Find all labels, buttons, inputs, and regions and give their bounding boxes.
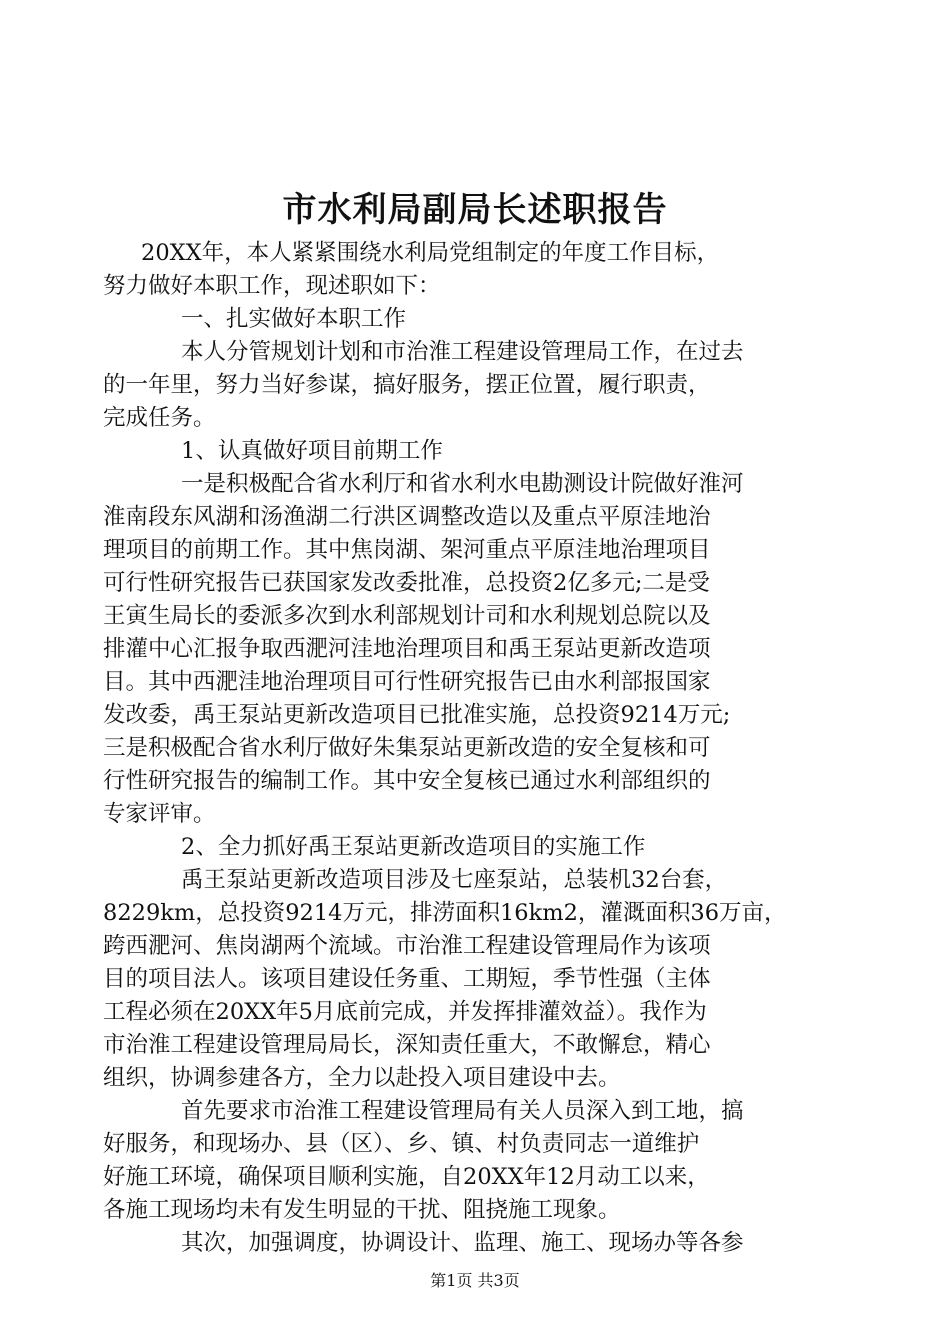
document-title: 市水利局副局长述职报告 <box>282 190 668 230</box>
body-line-text: 好服务，和现场办、县（区）、乡、镇、村负责同志一道维护 <box>103 1131 700 1157</box>
body-line-text: 专家评审。 <box>103 801 216 827</box>
body-line-text: 各施工现场均未有发生明显的干扰、阻挠施工现象。 <box>103 1197 621 1223</box>
body-line <box>0 732 950 765</box>
body-line <box>0 402 950 435</box>
body-line <box>0 1194 950 1227</box>
body-line-text: 一、扎实做好本职工作 <box>181 306 407 332</box>
body-line-text: 发改委，禹王泵站更新改造项目已批准实施，总投资9214万元; <box>103 702 731 728</box>
body-line <box>0 369 950 402</box>
body-line-text: 首先要求市治淮工程建设管理局有关人员深入到工地，搞 <box>181 1098 744 1124</box>
body-line <box>0 831 950 864</box>
body-line-text: 20XX年，本人紧紧围绕水利局党组制定的年度工作目标， <box>141 240 720 266</box>
body-line <box>0 435 950 468</box>
body-line <box>0 633 950 666</box>
body-line <box>0 270 950 303</box>
body-line <box>0 336 950 369</box>
body-line-text: 其次，加强调度，协调设计、监理、施工、现场办等各参 <box>181 1230 744 1256</box>
body-line-text: 市治淮工程建设管理局局长，深知责任重大，不敢懈怠，精心 <box>103 1032 711 1058</box>
body-line-text: 1、认真做好项目前期工作 <box>181 438 443 464</box>
body-line-text: 完成任务。 <box>103 405 216 431</box>
body-line <box>0 1029 950 1062</box>
body-line <box>0 1227 950 1260</box>
body-line-text: 组织，协调参建各方，全力以赴投入项目建设中去。 <box>103 1065 621 1091</box>
body-line-text: 工程必须在20XX年5月底前完成，并发挥排灌效益）。我作为 <box>103 999 707 1025</box>
body-line-text: 可行性研究报告已获国家发改委批准，总投资2亿多元;二是受 <box>103 570 710 596</box>
body-line <box>0 303 950 336</box>
body-line <box>0 1062 950 1095</box>
body-line <box>0 864 950 897</box>
body-line <box>0 963 950 996</box>
body-line-text: 王寅生局长的委派多次到水利部规划计司和水利规划总院以及 <box>103 603 711 629</box>
body-line-text: 理项目的前期工作。其中焦岗湖、架河重点平原洼地治理项目 <box>103 537 711 563</box>
body-line <box>0 996 950 1029</box>
body-line-text: 跨西淝河、焦岗湖两个流域。市治淮工程建设管理局作为该项 <box>103 933 711 959</box>
body-line <box>0 1128 950 1161</box>
body-line <box>0 1161 950 1194</box>
page-footer: 第1页 共3页 <box>430 1271 520 1290</box>
body-line <box>0 534 950 567</box>
body-line-text: 三是积极配合省水利厅做好朱集泵站更新改造的安全复核和可 <box>103 735 711 761</box>
body-line <box>0 468 950 501</box>
body-line <box>0 765 950 798</box>
body-line <box>0 897 950 930</box>
body-line-text: 目的项目法人。该项目建设任务重、工期短，季节性强（主体 <box>103 966 711 992</box>
body-line-text: 一是积极配合省水利厅和省水利水电勘测设计院做好淮河 <box>181 471 744 497</box>
body-line <box>0 567 950 600</box>
body-line-text: 排灌中心汇报争取西淝河洼地治理项目和禹王泵站更新改造项 <box>103 636 711 662</box>
body-line-text: 好施工环境，确保项目顺利实施，自20XX年12月动工以来， <box>103 1164 710 1190</box>
body-line-text: 本人分管规划计划和市治淮工程建设管理局工作，在过去 <box>181 339 744 365</box>
body-line-text: 8229km，总投资9214万元，排涝面积16km2，灌溉面积36万亩， <box>103 900 787 926</box>
body-line <box>0 501 950 534</box>
body-line-text: 的一年里，努力当好参谋，搞好服务，摆正位置，履行职责， <box>103 372 711 398</box>
body-line <box>0 600 950 633</box>
body-line-text: 努力做好本职工作，现述职如下： <box>103 273 441 299</box>
body-line <box>0 666 950 699</box>
body-line <box>0 798 950 831</box>
body-line-text: 2、全力抓好禹王泵站更新改造项目的实施工作 <box>181 834 646 860</box>
body-line-text: 禹王泵站更新改造项目涉及七座泵站，总装机32台套， <box>181 867 728 893</box>
body-line-text: 行性研究报告的编制工作。其中安全复核已通过水利部组织的 <box>103 768 711 794</box>
body-line-text: 淮南段东风湖和汤渔湖二行洪区调整改造以及重点平原洼地治 <box>103 504 711 530</box>
body-line <box>0 699 950 732</box>
body-line-text: 目。其中西淝洼地治理项目可行性研究报告已由水利部报国家 <box>103 669 711 695</box>
body-line <box>0 237 950 270</box>
body-line <box>0 1095 950 1128</box>
body-line <box>0 930 950 963</box>
